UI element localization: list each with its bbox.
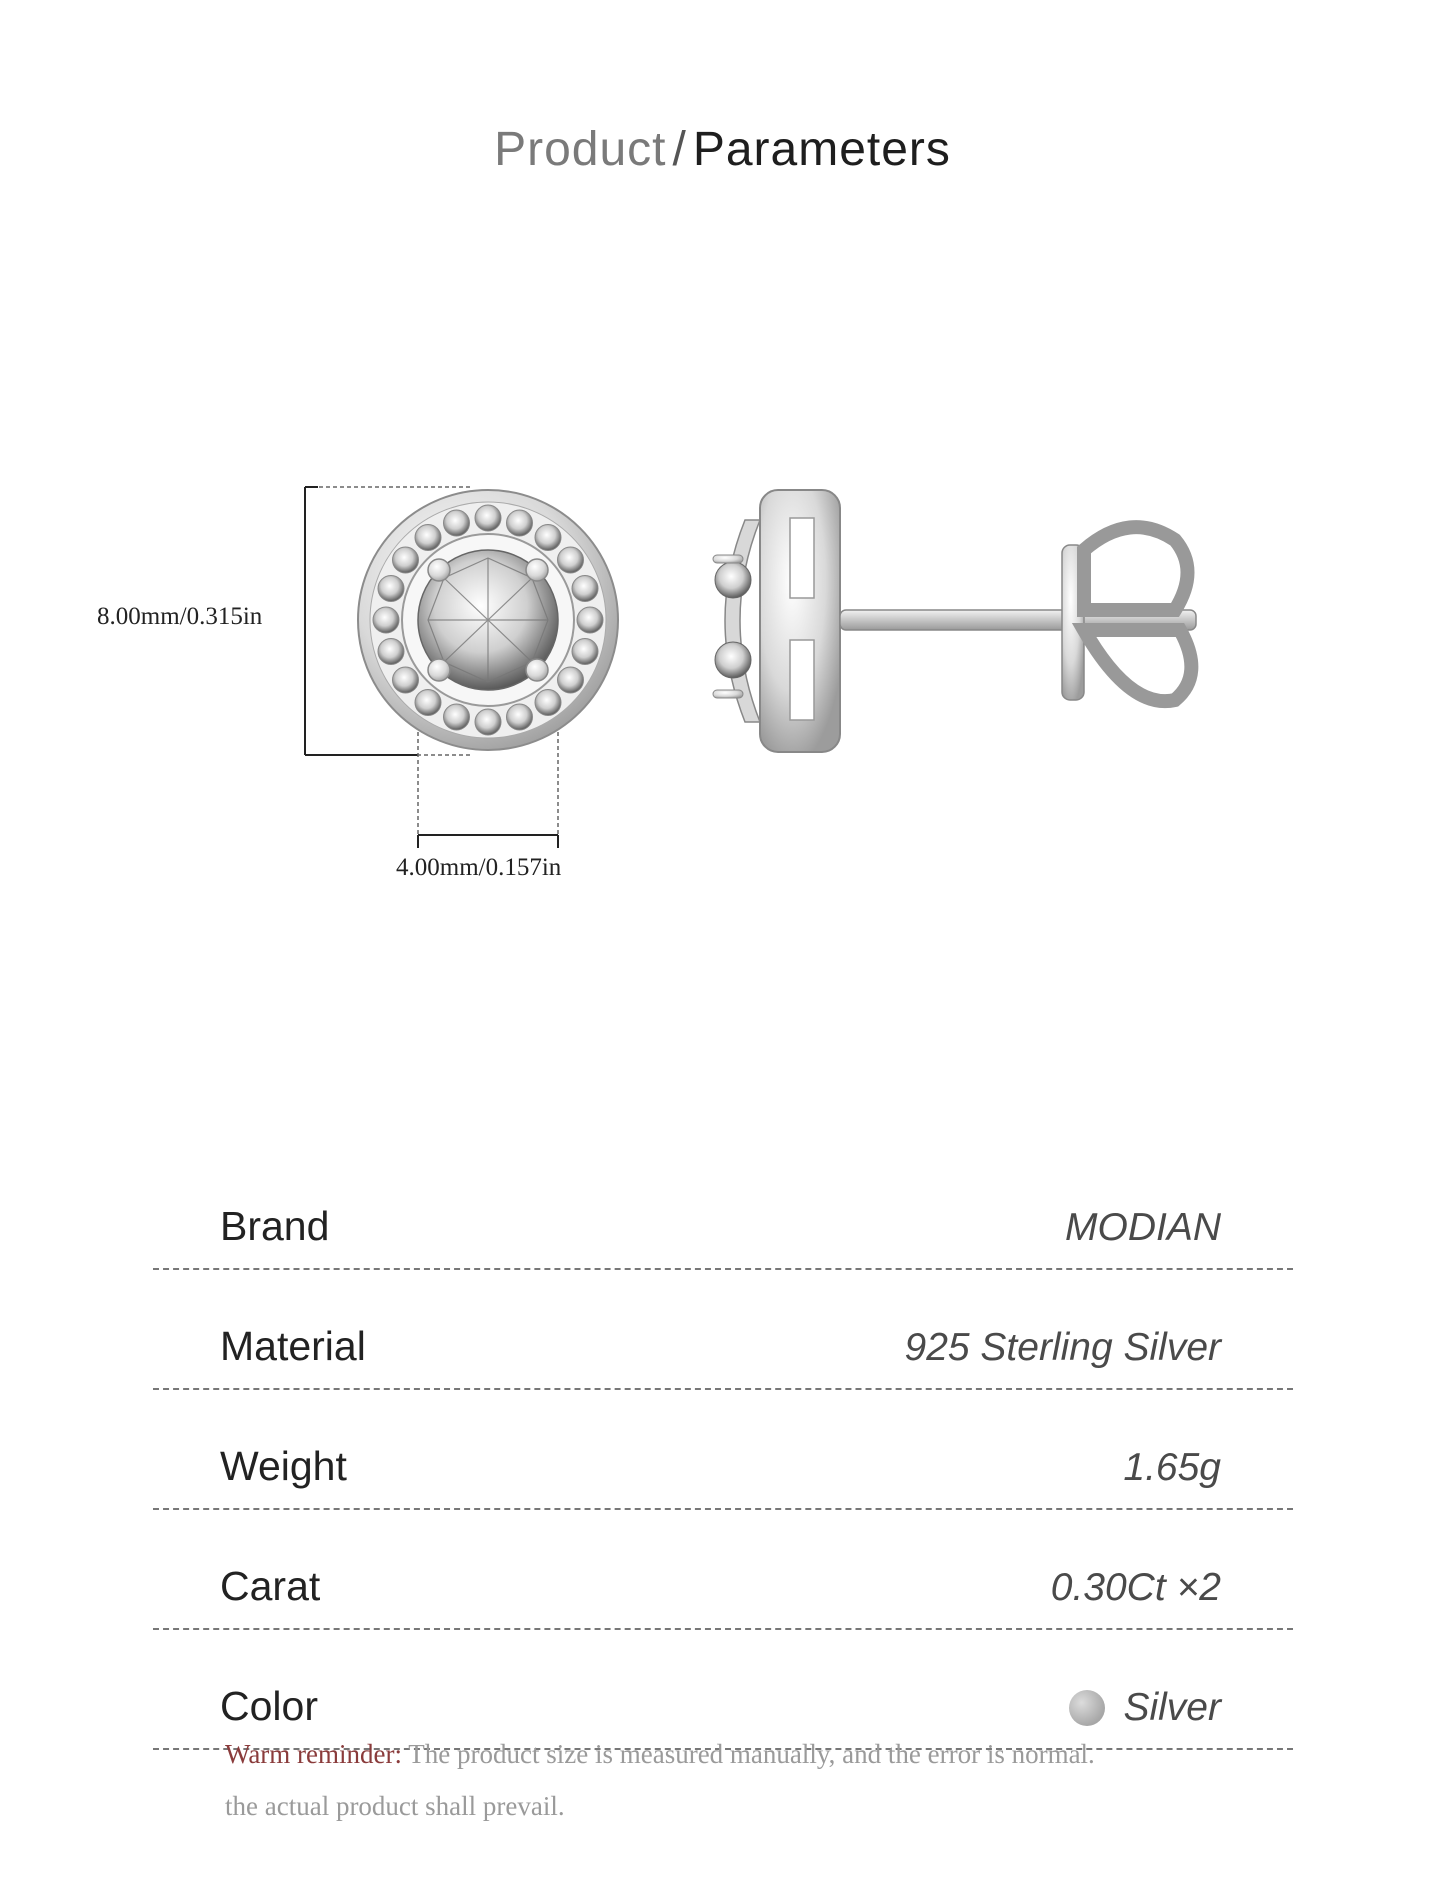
halo-stone — [475, 505, 501, 531]
title-parameters: Parameters — [692, 123, 951, 176]
halo-stone — [475, 709, 501, 735]
spec-label: Carat — [220, 1563, 321, 1609]
height-dimension-label: 8.00mm/0.315in — [97, 603, 263, 630]
color-value-text: Silver — [1123, 1686, 1221, 1729]
reminder-line-2: the actual product shall prevail. — [225, 1791, 565, 1821]
halo-stone — [378, 576, 404, 602]
halo-stone — [558, 547, 584, 573]
spec-label: Material — [220, 1323, 366, 1369]
spec-row-carat — [153, 1510, 1293, 1630]
halo-stone — [572, 576, 598, 602]
halo-stone — [444, 704, 470, 730]
spec-label: Color — [220, 1683, 318, 1729]
halo-stone — [415, 690, 441, 716]
halo-stone — [535, 690, 561, 716]
halo-stone — [393, 547, 419, 573]
halo-stone — [444, 510, 470, 536]
spec-row-weight — [153, 1390, 1293, 1510]
halo-stone — [507, 704, 533, 730]
halo-stone — [535, 525, 561, 551]
halo-stone — [577, 607, 603, 633]
title-separator: / — [672, 123, 687, 176]
spec-value: 925 Sterling Silver — [904, 1326, 1221, 1369]
halo-stone — [558, 667, 584, 693]
earring-illustration — [0, 460, 1445, 900]
spec-value: 0.30Ct ×2 — [1050, 1566, 1221, 1609]
halo-stone — [507, 510, 533, 536]
spec-label: Weight — [220, 1443, 347, 1489]
specs-table — [153, 1150, 1293, 1750]
color-swatch-icon — [1069, 1690, 1105, 1726]
page-title — [0, 122, 1445, 177]
reminder-line-1 — [225, 1728, 1275, 1780]
earring-front-view — [358, 490, 618, 750]
halo-stone — [378, 639, 404, 665]
product-figure — [0, 460, 1445, 900]
halo-stone — [393, 667, 419, 693]
title-product: Product — [494, 123, 667, 176]
reminder-prefix: Warm reminder: — [225, 1739, 403, 1769]
reminder-text-1: The product size is measured manually, and the error is normal. — [408, 1739, 1095, 1769]
spec-value-color — [1069, 1686, 1221, 1730]
spec-value: 1.65g — [1123, 1446, 1221, 1489]
spec-value: MODIAN — [1065, 1206, 1221, 1249]
halo-stone — [373, 607, 399, 633]
spec-label: Brand — [220, 1203, 330, 1249]
spec-row-brand — [153, 1150, 1293, 1270]
halo-stone — [572, 639, 598, 665]
spec-row-material — [153, 1270, 1293, 1390]
stone-width-dimension-label: 4.00mm/0.157in — [396, 854, 562, 881]
halo-stone — [415, 525, 441, 551]
earring-side-view — [713, 490, 1196, 752]
warm-reminder — [225, 1728, 1275, 1832]
